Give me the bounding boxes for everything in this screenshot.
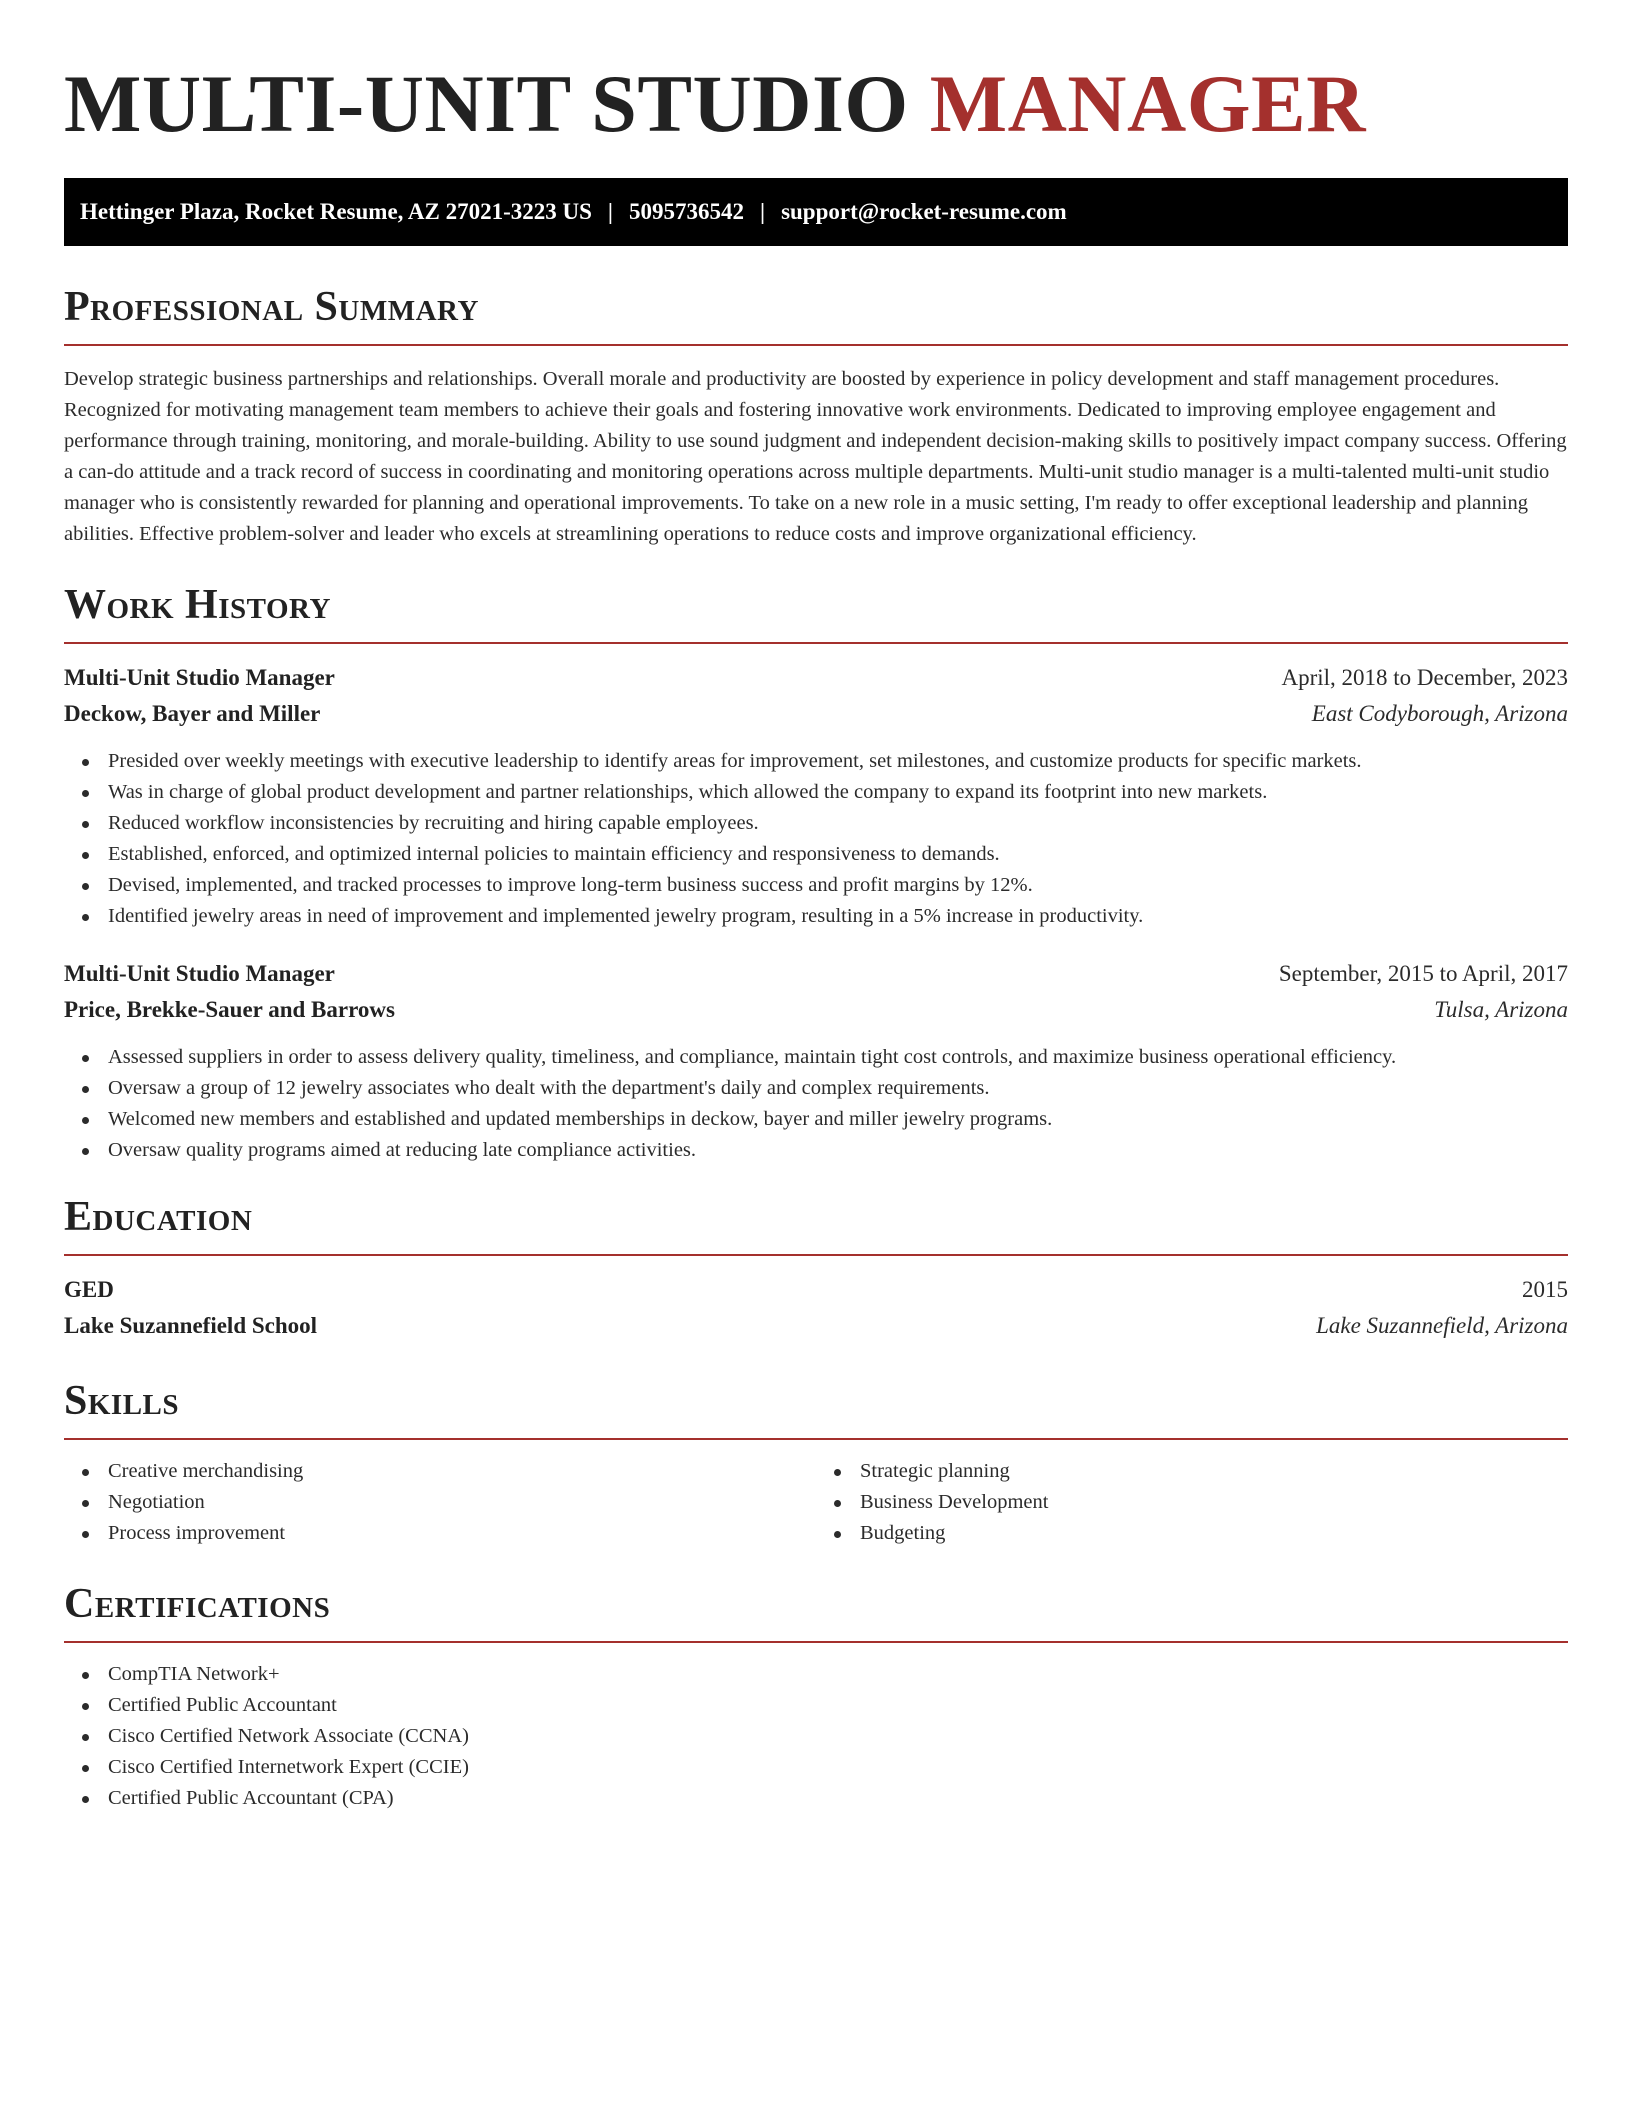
contact-separator: | (759, 199, 766, 224)
section-divider (64, 1438, 1568, 1440)
list-item: Assessed suppliers in order to assess delivery quality, timeliness, and compliance, maintain tight cost controls, and maximize business operational efficiency. (108, 1042, 1568, 1073)
list-item: Oversaw a group of 12 jewelry associates who dealt with the department's daily and complex requirements. (108, 1073, 1568, 1104)
work-history-heading: Work History (64, 582, 331, 628)
list-item: Devised, implemented, and tracked processes to improve long-term business success and profit margins by 12%. (108, 870, 1568, 901)
title-accent: MANAGER (929, 58, 1366, 149)
education-section (64, 1192, 1568, 1344)
summary-section (64, 282, 1568, 550)
education-entry (64, 1272, 1568, 1344)
education-heading: Education (64, 1194, 253, 1240)
list-item: CompTIA Network+ (108, 1659, 1568, 1690)
summary-heading: Professional Summary (64, 284, 479, 330)
list-item: Negotiation (108, 1487, 816, 1518)
contact-address: Hettinger Plaza, Rocket Resume, AZ 27021-3223 US (80, 199, 592, 224)
skills-list-right (816, 1456, 1568, 1549)
job-bullets (64, 746, 1568, 932)
list-item: Process improvement (108, 1518, 816, 1549)
list-item: Strategic planning (860, 1456, 1568, 1487)
education-school-row (64, 1308, 1568, 1344)
job-entry (64, 956, 1568, 1166)
list-item: Cisco Certified Internetwork Expert (CCIE) (108, 1752, 1568, 1783)
job-title: Multi-Unit Studio Manager (64, 961, 335, 986)
list-item: Certified Public Accountant (108, 1690, 1568, 1721)
section-divider (64, 344, 1568, 346)
section-divider (64, 1254, 1568, 1256)
education-degree: GED (64, 1277, 114, 1302)
job-header-row (64, 956, 1568, 992)
work-history-section (64, 580, 1568, 1166)
list-item: Was in charge of global product development and partner relationships, which allowed the company to expand its footprint into new markets. (108, 777, 1568, 808)
section-divider (64, 1641, 1568, 1643)
list-item: Oversaw quality programs aimed at reducing late compliance activities. (108, 1135, 1568, 1166)
education-degree-row (64, 1272, 1568, 1308)
job-entry (64, 660, 1568, 932)
list-item: Certified Public Accountant (CPA) (108, 1783, 1568, 1814)
education-year: 2015 (1522, 1277, 1568, 1302)
contact-bar (64, 178, 1568, 246)
list-item: Creative merchandising (108, 1456, 816, 1487)
job-dates: September, 2015 to April, 2017 (1278, 961, 1568, 986)
education-location: Lake Suzannefield, Arizona (1316, 1313, 1568, 1338)
job-company-row (64, 992, 1568, 1028)
job-location: East Codyborough, Arizona (1311, 701, 1568, 726)
summary-text: Develop strategic business partnerships and relationships. Overall morale and productivity are boosted by experience in policy development and staff management procedures. Recognized for motivating management team members to achieve their goals and fostering innovative work environments. Dedicated to improving employee engagement and performance through training, monitoring, and morale-building. Ability to use sound judgment and independent decision-making skills to positively impact company success. Offering a can-do attitude and a track record of success in coordinating and monitoring operations across multiple departments. Multi-unit studio manager is a multi-talented multi-unit studio manager who is consistently rewarded for planning and operational improvements. To take on a new role in a music setting, I'm ready to offer exceptional leadership and planning abilities. Effective problem-solver and leader who excels at streamlining operations to reduce costs and improve organizational efficiency. (64, 368, 1567, 545)
skills-columns (64, 1456, 1568, 1549)
job-company-row (64, 696, 1568, 732)
job-company: Price, Brekke-Sauer and Barrows (64, 997, 395, 1022)
certifications-section (64, 1579, 1568, 1814)
list-item: Established, enforced, and optimized internal policies to maintain efficiency and responsiveness to demands. (108, 839, 1568, 870)
job-title: Multi-Unit Studio Manager (64, 665, 335, 690)
certifications-list (64, 1659, 1568, 1814)
job-dates: April, 2018 to December, 2023 (1281, 665, 1568, 690)
list-item: Presided over weekly meetings with executive leadership to identify areas for improvement, set milestones, and customize products for specific markets. (108, 746, 1568, 777)
title-main: MULTI-UNIT STUDIO (64, 58, 930, 149)
skills-list-left (64, 1456, 816, 1549)
job-company: Deckow, Bayer and Miller (64, 701, 321, 726)
skills-heading: Skills (64, 1378, 180, 1424)
job-bullets (64, 1042, 1568, 1166)
list-item: Budgeting (860, 1518, 1568, 1549)
skills-section (64, 1376, 1568, 1549)
list-item: Identified jewelry areas in need of improvement and implemented jewelry program, resulting in a 5% increase in productivity. (108, 901, 1568, 932)
job-header-row (64, 660, 1568, 696)
education-school: Lake Suzannefield School (64, 1313, 318, 1338)
contact-phone: 5095736542 (628, 199, 744, 224)
list-item: Business Development (860, 1487, 1568, 1518)
contact-email[interactable]: support@rocket-resume.com (781, 199, 1067, 224)
list-item: Reduced workflow inconsistencies by recruiting and hiring capable employees. (108, 808, 1568, 839)
list-item: Welcomed new members and established and updated memberships in deckow, bayer and miller jewelry programs. (108, 1104, 1568, 1135)
section-divider (64, 642, 1568, 644)
page-title (64, 0, 1568, 152)
certifications-heading: Certifications (64, 1581, 331, 1627)
job-location: Tulsa, Arizona (1434, 997, 1568, 1022)
list-item: Cisco Certified Network Associate (CCNA) (108, 1721, 1568, 1752)
contact-separator: | (607, 199, 613, 224)
